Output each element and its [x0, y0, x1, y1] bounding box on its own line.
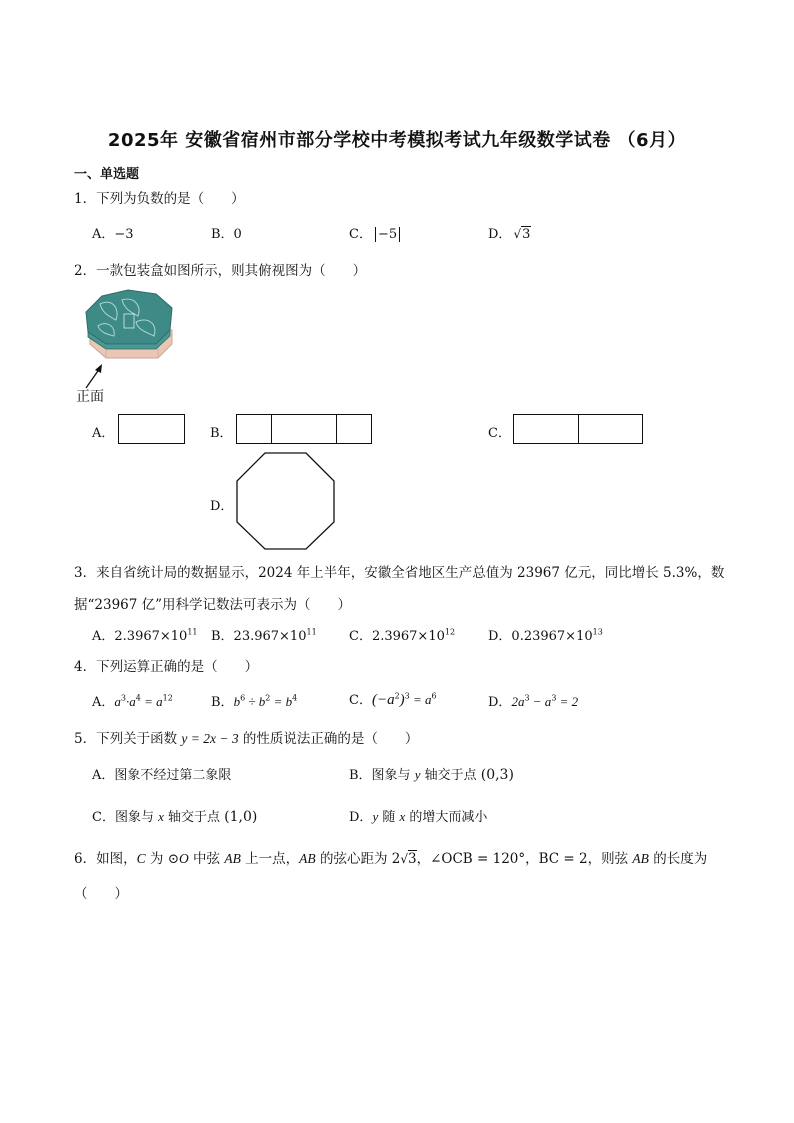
q2-option-c-shape: [513, 414, 643, 444]
q5-stem: 5．下列关于函数 y = 2x − 3 的性质说法正确的是（ ）: [74, 731, 419, 747]
q3-option-b: B．$23.967\times 10^{11}$: [211, 627, 317, 644]
q2-option-a-label: A．: [92, 426, 115, 441]
section-heading: 一、单选题: [74, 167, 140, 182]
q5-option-d: D．y 随 x 的增大而减小: [349, 809, 488, 825]
q1-stem: 1．下列为负数的是（ ）: [74, 191, 245, 207]
q3-option-d: D．$0.23967\times 10^{13}$: [488, 627, 603, 644]
q6-answer-paren: （ ）: [74, 886, 128, 902]
q4-option-b: B．$b^6 \div b^2 = b^4$: [211, 693, 298, 710]
q2-option-a-shape: [118, 414, 185, 444]
q1-option-a: A．−3: [92, 227, 134, 242]
q3-option-c: C．$2.3967\times 10^{12}$: [349, 627, 456, 644]
q3-stem-line1: 3．来自省统计局的数据显示，2024 年上半年，安徽全省地区生产总值为 23967 亿元，同比增长 5.3%，数: [74, 565, 725, 581]
q4-stem: 4．下列运算正确的是（ ）: [74, 659, 259, 675]
q2-option-b-shape: [236, 414, 372, 444]
q2-option-d-label: D．: [210, 499, 234, 514]
q5-option-a: A．图象不经过第二象限: [92, 768, 232, 783]
q4-option-c: C．$(-a^2)^3 = a^6$: [349, 691, 437, 708]
q2-option-d-octagon: [235, 452, 336, 551]
q1-option-c-label: C．: [349, 227, 372, 242]
q1-option-c: [349, 223, 400, 242]
q2-option-b-label: B．: [210, 426, 233, 441]
q4-option-a: A．$a^3\cdot a^4 = a^{12}$: [92, 693, 173, 710]
q3-stem-line2: 据“23967 亿”用科学记数法可表示为（ ）: [74, 597, 352, 613]
q4-option-d: D．$2a^3 - a^3 = 2$: [488, 693, 579, 710]
q1-option-d: D． √3: [488, 227, 531, 242]
q2-stem: 2．一款包装盒如图所示，则其俯视图为（ ）: [74, 263, 367, 279]
q5-option-b: B．图象与 y 轴交于点 (0,3): [349, 767, 514, 783]
q1-option-b: B．0: [211, 227, 242, 242]
q1-option-d-radicand: 3: [522, 227, 531, 242]
q1-option-d-label: D．: [488, 227, 512, 242]
package-box-image: [76, 286, 186, 394]
q2-option-c-label: C．: [488, 426, 511, 441]
front-label: 正面: [76, 389, 104, 405]
q1-option-c-abs: −5: [375, 227, 400, 242]
q5-option-c: C．图象与 x 轴交于点 (1,0): [92, 809, 258, 825]
q6-stem: 6．如图，C 为 ⊙O 中弦 AB 上一点，AB 的弦心距为 2√3，∠OCB = 120°，BC = 2，则弦 AB 的长度为: [74, 851, 708, 867]
exam-title: 2025年 安徽省宿州市部分学校中考模拟考试九年级数学试卷 （6月）: [107, 130, 687, 151]
q3-option-a: A．$2.3967\times 10^{11}$: [92, 627, 198, 644]
